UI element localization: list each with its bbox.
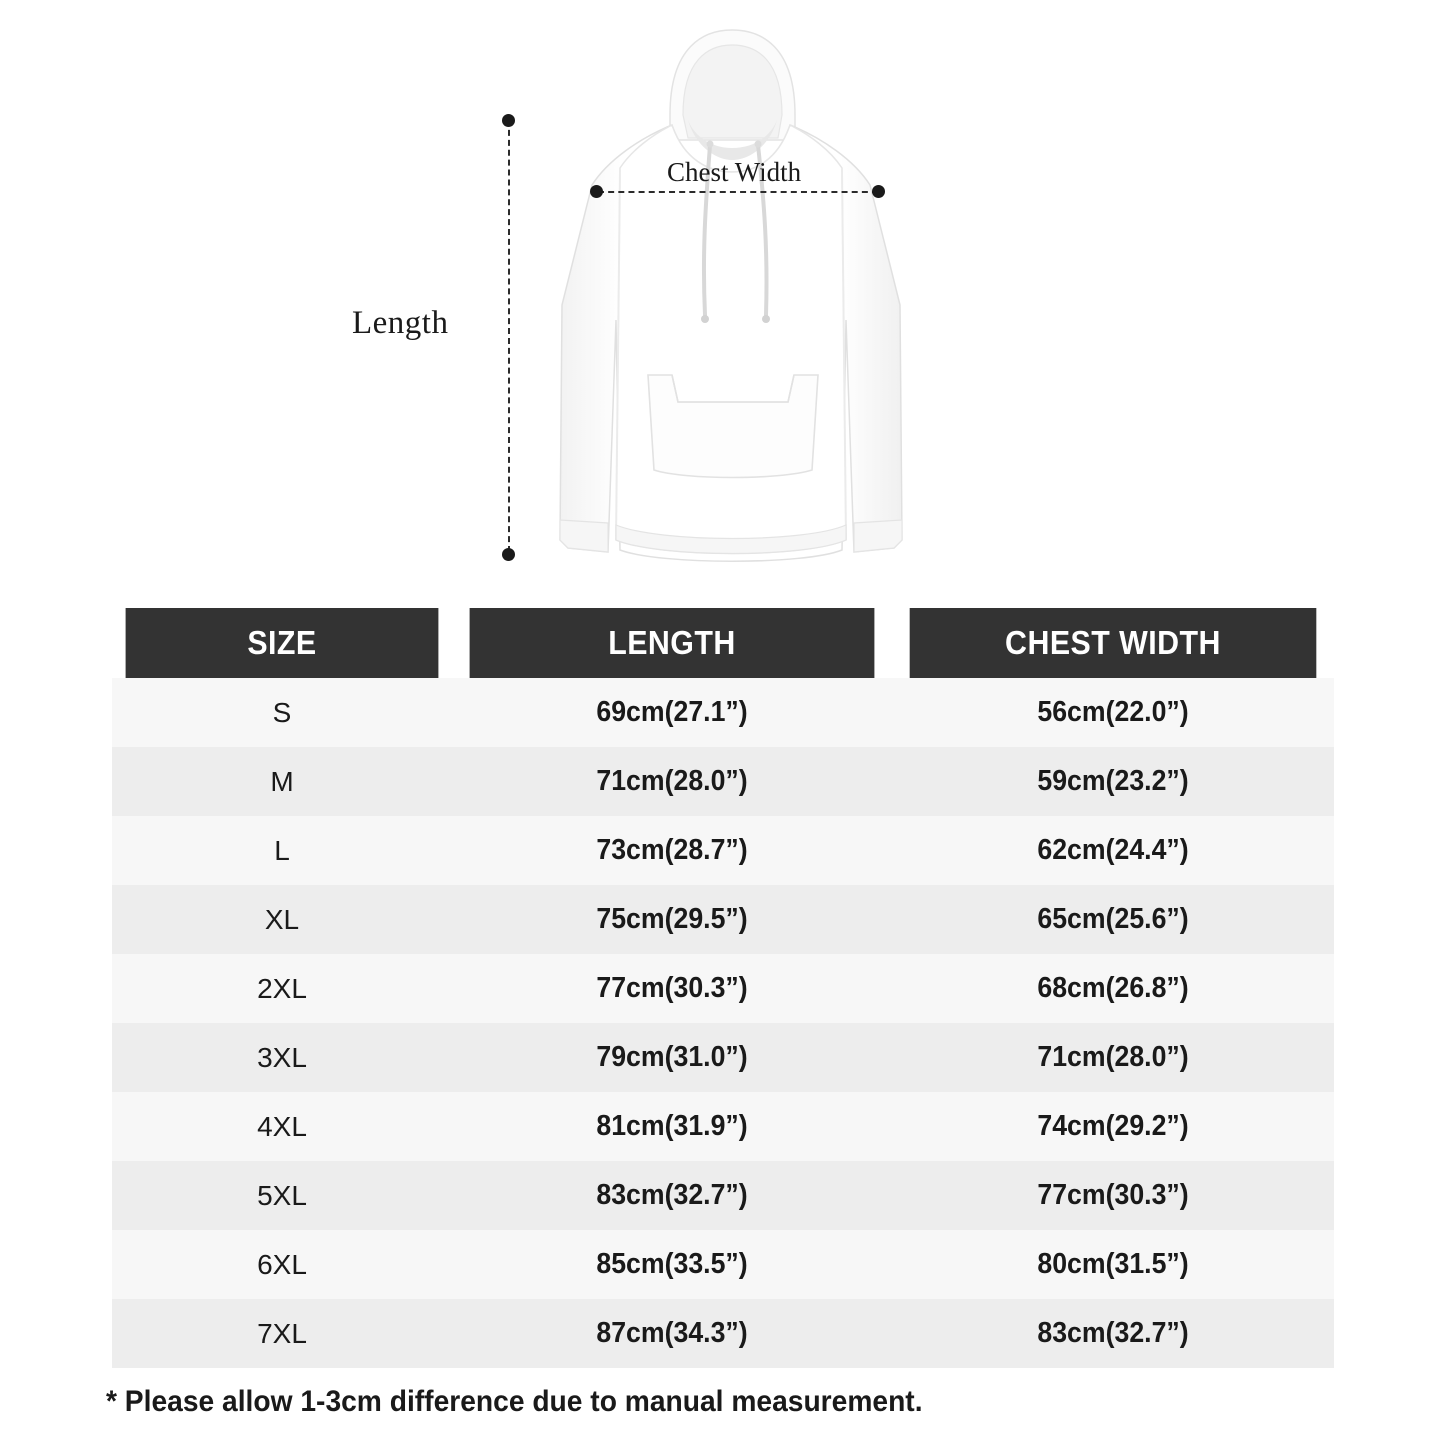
cell-length: 77cm(30.3”) <box>596 972 748 1004</box>
table-row <box>112 678 1334 747</box>
chest-endpoint-left-dot <box>590 185 603 198</box>
column-header-chest-width: CHEST WIDTH <box>910 608 1317 678</box>
cell-chest: 77cm(30.3”) <box>1037 1179 1189 1211</box>
table-row <box>112 1161 1334 1230</box>
size-chart-table <box>112 608 1334 1368</box>
cell-size: 4XL <box>257 1110 307 1142</box>
cell-size: S <box>272 696 292 728</box>
cell-chest: 56cm(22.0”) <box>1037 696 1189 728</box>
cell-length: 79cm(31.0”) <box>596 1041 748 1073</box>
length-measurement-label: Length <box>352 305 449 341</box>
cell-length: 69cm(27.1”) <box>596 696 748 728</box>
chest-endpoint-right-dot <box>872 185 885 198</box>
table-row <box>112 1299 1334 1368</box>
table-row <box>112 747 1334 816</box>
measurement-footnote: * Please allow 1-3cm difference due to manual measurement. <box>106 1385 923 1418</box>
hoodie-illustration <box>520 20 940 570</box>
cell-chest: 62cm(24.4”) <box>1037 834 1189 866</box>
cell-chest: 59cm(23.2”) <box>1037 765 1189 797</box>
cell-size: 5XL <box>257 1179 307 1211</box>
length-measurement-line <box>494 110 524 560</box>
cell-size: 6XL <box>257 1248 307 1280</box>
cell-chest: 65cm(25.6”) <box>1037 903 1189 935</box>
cell-chest: 71cm(28.0”) <box>1037 1041 1189 1073</box>
chest-width-measurement-label: Chest Width <box>667 157 802 187</box>
cell-length: 85cm(33.5”) <box>596 1248 748 1280</box>
cell-chest: 80cm(31.5”) <box>1037 1248 1189 1280</box>
table-row <box>112 816 1334 885</box>
table-row <box>112 1230 1334 1299</box>
cell-length: 71cm(28.0”) <box>596 765 748 797</box>
table-row <box>112 1092 1334 1161</box>
cell-size: 2XL <box>257 972 307 1004</box>
table-header-row <box>112 608 1334 678</box>
cell-size: 7XL <box>257 1317 307 1349</box>
cell-length: 81cm(31.9”) <box>596 1110 748 1142</box>
cell-size: 3XL <box>257 1041 307 1073</box>
length-endpoint-top-dot <box>502 114 515 127</box>
cell-length: 87cm(34.3”) <box>596 1317 748 1349</box>
cell-size: L <box>274 834 290 866</box>
cell-size: XL <box>264 903 300 935</box>
cell-size: M <box>270 765 294 797</box>
cell-chest: 68cm(26.8”) <box>1037 972 1189 1004</box>
length-endpoint-bottom-dot <box>502 548 515 561</box>
table-row <box>112 885 1334 954</box>
cell-length: 75cm(29.5”) <box>596 903 748 935</box>
cell-chest: 74cm(29.2”) <box>1037 1110 1189 1142</box>
column-header-length: LENGTH <box>470 608 875 678</box>
chest-dashed-line <box>598 191 878 193</box>
cell-length: 83cm(32.7”) <box>596 1179 748 1211</box>
measurement-diagram <box>0 0 1445 600</box>
cell-chest: 83cm(32.7”) <box>1037 1317 1189 1349</box>
length-dashed-line <box>508 120 510 552</box>
table-row <box>112 954 1334 1023</box>
table-row <box>112 1023 1334 1092</box>
cell-length: 73cm(28.7”) <box>596 834 748 866</box>
column-header-size: SIZE <box>126 608 439 678</box>
